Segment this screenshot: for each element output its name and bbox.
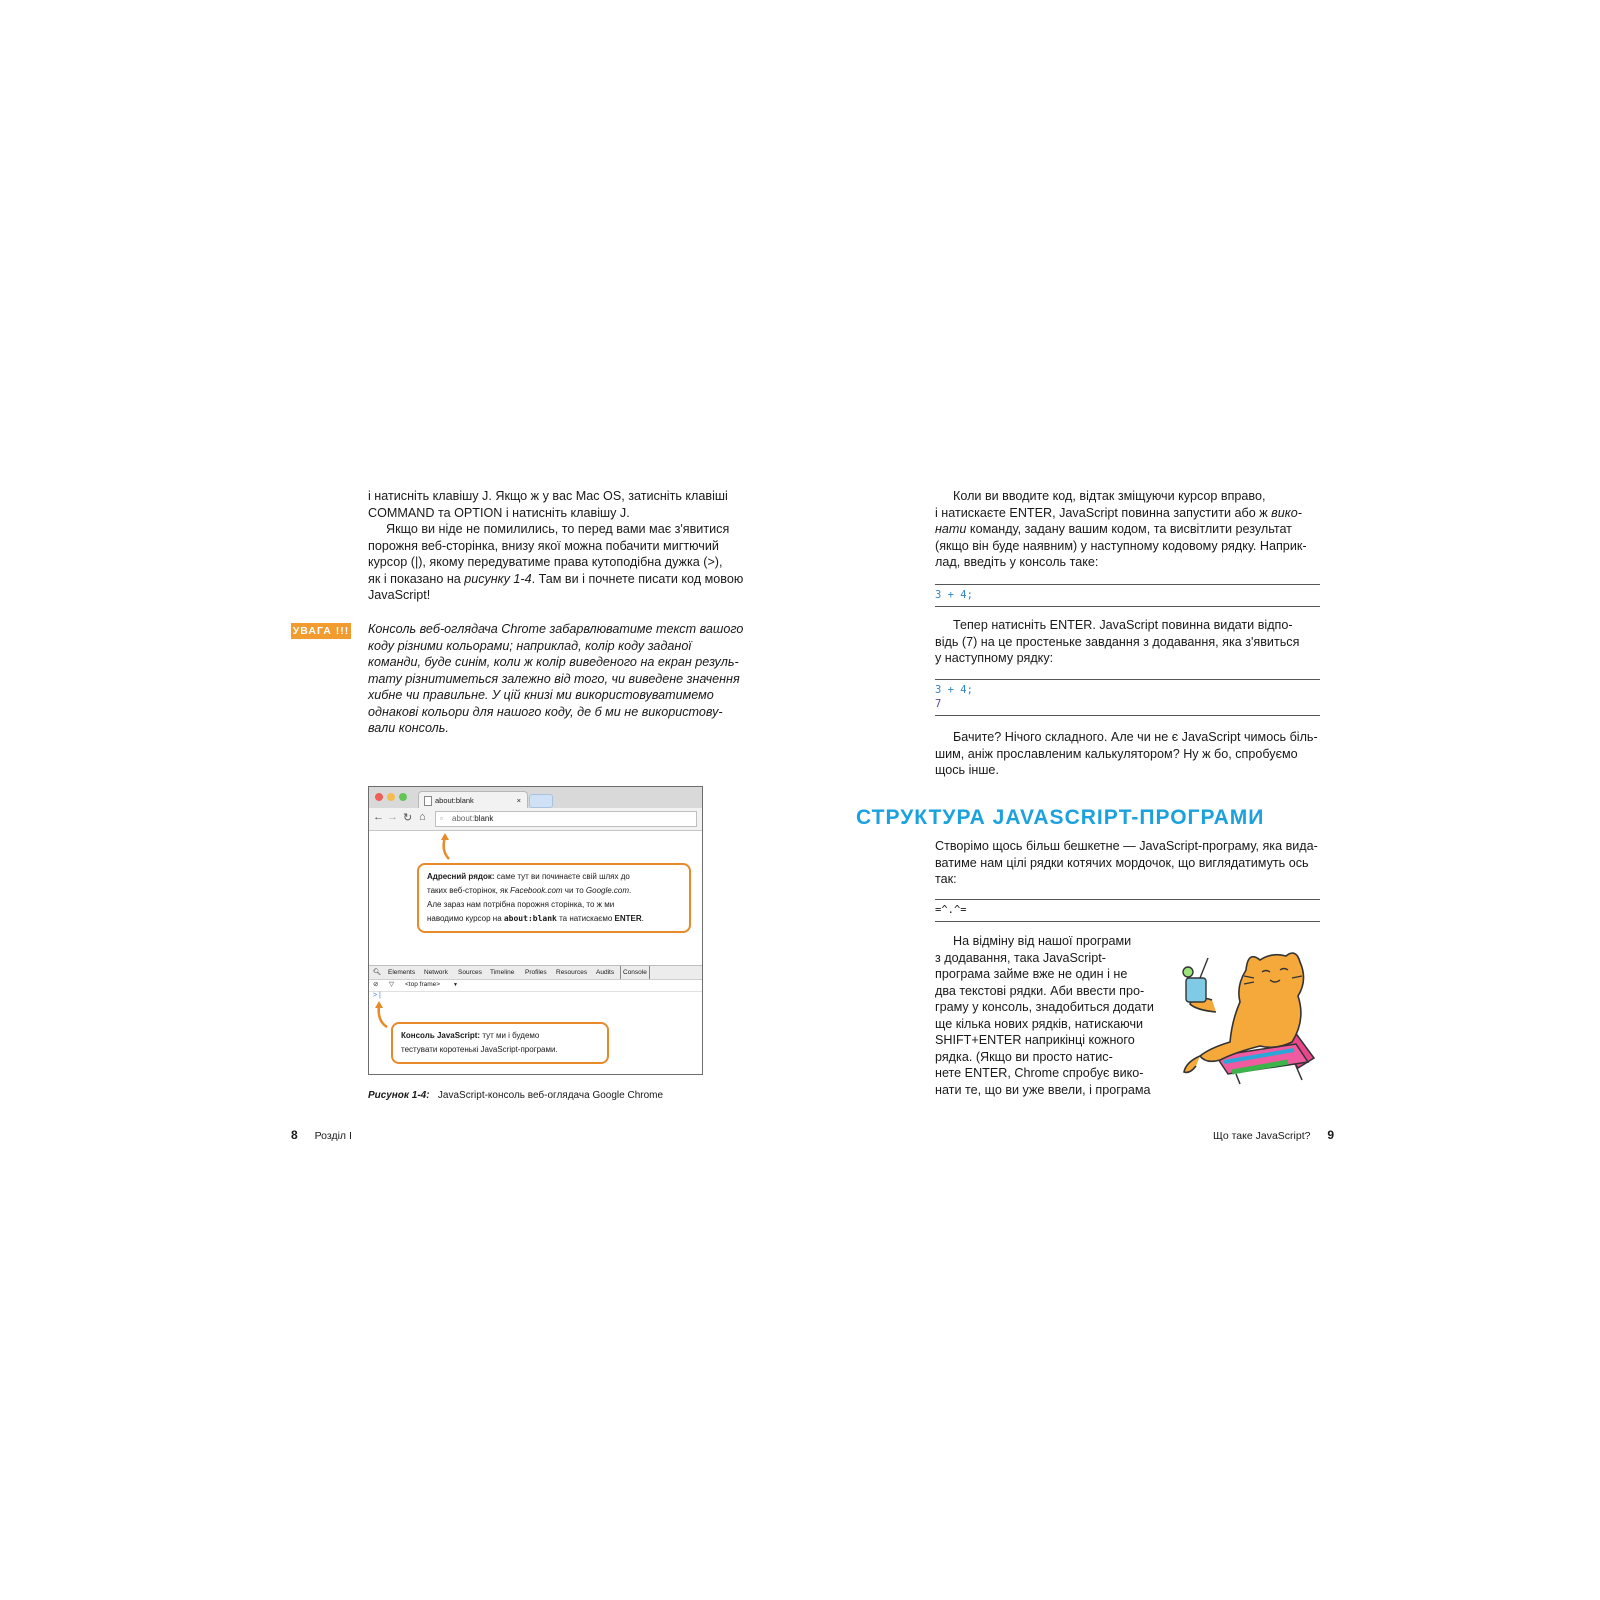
- devtools-tab-console: Console: [620, 966, 650, 979]
- address-bar: [435, 811, 697, 827]
- warning-paragraph: [368, 621, 748, 737]
- chevron-down-icon: ▼: [453, 982, 458, 988]
- devtools-tab-profiles: Profiles: [525, 969, 547, 976]
- callout-line: Консоль JavaScript: тут ми і будемо: [401, 1031, 540, 1040]
- chrome-browser-figure: [368, 786, 703, 1075]
- console-prompt: > |: [373, 992, 381, 999]
- devtools-tab-network: Network: [424, 969, 448, 976]
- section-heading: СТРУКТУРА JAVASCRIPT-ПРОГРАМИ: [856, 806, 1265, 829]
- devtools-tab-resources: Resources: [556, 969, 588, 976]
- text-line: ватиме нам цілі рядки котячих мордочок, що виглядатимуть ось: [935, 855, 1309, 870]
- code-rule-top: [935, 679, 1320, 680]
- text-line: два текстові рядки. Аби ввести про-: [935, 983, 1145, 998]
- tab-bar: [369, 787, 702, 809]
- tab-title: about:blank: [435, 796, 474, 805]
- text-line: відь (7) на це простеньке завдання з додавання, яка з'явиться: [935, 634, 1300, 649]
- text-line: у наступному рядку:: [935, 651, 1054, 665]
- left-footer: [291, 1128, 352, 1142]
- text-line: коду різними кольорами; наприклад, колір коду заданої: [368, 638, 692, 653]
- text-line: лад, введіть у консоль таке:: [935, 555, 1099, 569]
- browser-toolbar: [369, 808, 702, 831]
- figure-caption: Рисунок 1-4: JavaScript-консоль веб-оглядача Google Chrome: [368, 1090, 664, 1101]
- code-line: 3 + 4;: [935, 589, 973, 601]
- right-footer: [1213, 1128, 1334, 1142]
- text-line: Якщо ви ніде не помилились, то перед вами має з'явитися: [386, 522, 730, 536]
- code-line: 3 + 4;: [935, 684, 973, 696]
- text-line: однакові кольори для нашого коду, де б ми не використову-: [368, 704, 723, 719]
- right-para-2: [935, 617, 1320, 667]
- right-para-4: [935, 838, 1320, 888]
- text-line: нати команду, задану вашим кодом, та висвітлити результат: [935, 522, 1292, 536]
- page-icon: ▫: [440, 814, 443, 823]
- devtools-tab-audits: Audits: [596, 969, 615, 976]
- text-line: JavaScript!: [368, 588, 431, 602]
- callout-line: Адресний рядок: саме тут ви починаєте свій шлях до: [427, 872, 630, 881]
- callout-line: Але зараз нам потрібна порожня сторінка, то ж ми: [427, 900, 615, 909]
- code-rule-bottom: [935, 715, 1320, 716]
- pointer-arrow-icon: [373, 999, 393, 1029]
- code-rule-bottom: [935, 606, 1320, 607]
- callout-line: тестувати коротенькі JavaScript-програми.: [401, 1045, 558, 1054]
- frame-selector: <top frame>: [405, 981, 441, 988]
- text-line: як і показано на рисунку 1-4. Там ви і почнете писати код мовою: [368, 571, 744, 586]
- close-window-icon: [375, 793, 383, 801]
- left-intro-paragraph: [368, 488, 748, 604]
- text-line: На відміну від нашої програми: [953, 934, 1132, 948]
- minimize-window-icon: [387, 793, 395, 801]
- console-callout: [391, 1022, 609, 1064]
- text-line: шим, аніж прославленим калькулятором? Ну ж бо, спробуємо: [935, 746, 1298, 761]
- text-line: ще кілька нових рядків, натискаючи: [935, 1016, 1144, 1031]
- address-bar-callout: [417, 863, 691, 933]
- text-line: так:: [935, 872, 957, 886]
- text-line: хибне чи правильне. У цій книзі ми використовуватимемо: [368, 688, 714, 702]
- text-line: команди, буде синім, коли ж колір виведеного на екран резуль-: [368, 655, 739, 669]
- code-output: 7: [935, 698, 942, 710]
- text-line: тату різнитиметься залежно від того, чи виведене значення: [368, 671, 740, 686]
- address-url: about:blank: [452, 814, 494, 823]
- text-line: і натискаєте ENTER, JavaScript повинна запустити або ж вико-: [935, 505, 1302, 520]
- figure-reference: рисунку 1-4: [464, 571, 532, 586]
- pointer-arrow-icon: [437, 831, 457, 861]
- devtools-tab-sources: Sources: [458, 969, 482, 976]
- page-number: 9: [1327, 1128, 1335, 1142]
- back-arrow-icon: ←: [373, 811, 384, 823]
- text-line: нете ENTER, Chrome спробує вико-: [935, 1066, 1144, 1080]
- right-para-1: [935, 488, 1320, 571]
- new-tab-icon: [529, 794, 553, 808]
- text-line: щось інше.: [935, 763, 999, 777]
- callout-line: таких веб-сторінок, як Facebook.com чи то Google.com.: [427, 886, 632, 895]
- text-line: (якщо він буде наявним) у наступному кодовому рядку. Наприк-: [935, 538, 1307, 553]
- text-line: Тепер натисніть ENTER. JavaScript повинна видати відпо-: [953, 618, 1293, 632]
- text-line: програма займе вже не один і не: [935, 967, 1128, 981]
- reload-icon: ↻: [403, 812, 413, 824]
- running-head: Розділ І: [314, 1130, 352, 1142]
- code-line: =^.^=: [935, 904, 967, 916]
- text-line: Створімо щось більш бешкетне — JavaScript-програму, яка вида-: [935, 839, 1318, 853]
- text-line: курсор (|), якому передуватиме права кутоподібна дужка (>),: [368, 555, 723, 569]
- code-rule-top: [935, 899, 1320, 900]
- text-line: рядка. (Якщо ви просто натис-: [935, 1049, 1113, 1064]
- text-line: COMMAND та OPTION і натисніть клавішу J.: [368, 505, 630, 520]
- text-line: SHIFT+ENTER наприкінці кожного: [935, 1033, 1135, 1047]
- text-line: і натисніть клавішу J. Якщо ж у вас Mac OS, затисніть клавіші: [368, 489, 728, 503]
- cat-lounging-illustration: [1176, 950, 1324, 1086]
- home-icon: ⌂: [419, 811, 426, 823]
- text-line: нати те, що ви уже ввели, і програма: [935, 1082, 1151, 1097]
- forward-arrow-icon: →: [387, 811, 398, 823]
- page-number: 8: [291, 1128, 298, 1142]
- text-line: порожня веб-сторінка, внизу якої можна побачити мигтючий: [368, 538, 719, 553]
- tab-close-icon: ×: [516, 796, 521, 805]
- callout-line: наводимо курсор на about:blank та натискаємо ENTER.: [427, 914, 644, 923]
- devtools-tab-bar: [369, 965, 702, 980]
- zoom-window-icon: [399, 793, 407, 801]
- search-icon: 🔍︎: [373, 969, 382, 976]
- browser-tab: [418, 791, 528, 809]
- warning-badge: УВАГА !!!: [292, 625, 350, 637]
- text-line: граму у консоль, знадобиться додати: [935, 1000, 1154, 1014]
- filter-icon: ▽: [389, 981, 394, 988]
- console-toolbar: [369, 979, 702, 992]
- text-line: Консоль веб-оглядача Chrome забарвлюватиме текст вашого: [368, 622, 744, 636]
- right-para-3: [935, 729, 1320, 779]
- running-head: Що таке JavaScript?: [1213, 1130, 1311, 1142]
- right-para-5: [935, 933, 1165, 1098]
- page-icon: [424, 796, 432, 806]
- clear-console-icon: ⊘: [373, 981, 379, 988]
- text-line: Коли ви вводите код, відтак зміщуючи курсор вправо,: [953, 489, 1266, 503]
- text-line: вали консоль.: [368, 721, 449, 735]
- text-line: Бачите? Нічого складного. Але чи не є JavaScript чимось біль-: [953, 730, 1318, 744]
- devtools-tab-elements: Elements: [388, 969, 416, 976]
- text-line: з додавання, така JavaScript-: [935, 950, 1106, 965]
- code-rule-top: [935, 584, 1320, 585]
- code-rule-bottom: [935, 921, 1320, 922]
- devtools-tab-timeline: Timeline: [490, 969, 515, 976]
